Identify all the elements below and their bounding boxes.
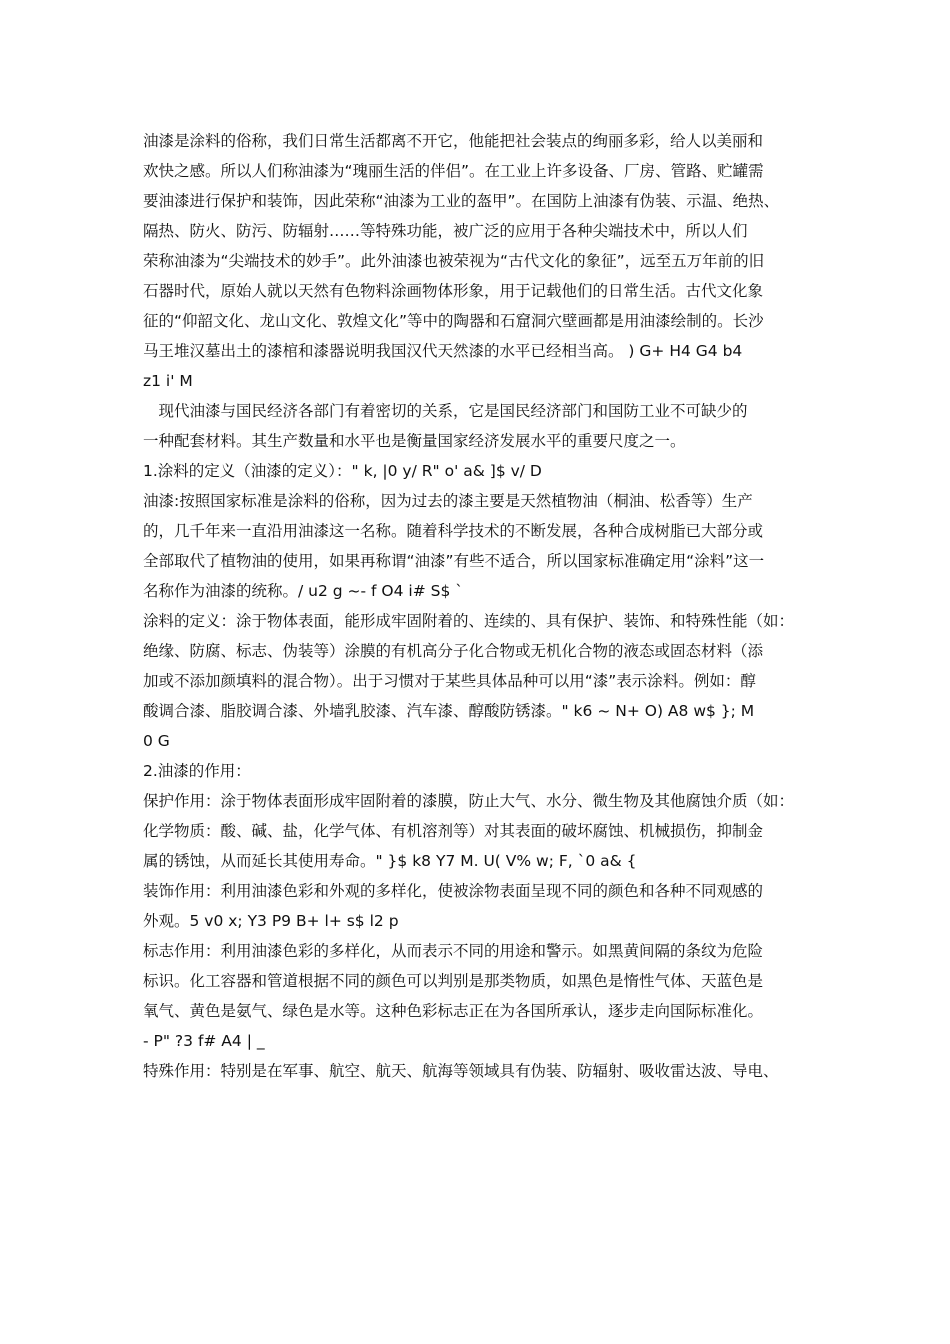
document-body xyxy=(143,126,807,1086)
text-line: 隔热、防火、防污、防辐射……等特殊功能，被广泛的应用于各种尖端技术中，所以人们 xyxy=(143,222,748,240)
section-heading: 2.油漆的作用： xyxy=(143,762,251,780)
text-line: 标志作用：利用油漆色彩的多样化，从而表示不同的用途和警示。如黑黄间隔的条纹为危险 xyxy=(143,942,764,960)
text-line: 名称作为油漆的统称。/ u2 g ~- f O4 i# S$ ` xyxy=(143,582,464,600)
text-line: 现代油漆与国民经济各部门有着密切的关系，它是国民经济部门和国防工业不可缺少的 xyxy=(143,402,748,420)
text-line: 征的“仰韶文化、龙山文化、敦煌文化”等中的陶器和石窟洞穴壁画都是用油漆绘制的。长沙 xyxy=(143,312,764,330)
text-line: 全部取代了植物油的使用，如果再称谓“油漆”有些不适合，所以国家标准确定用“涂料”这一 xyxy=(143,552,765,570)
text-line: 油漆是涂料的俗称，我们日常生活都离不开它，他能把社会装点的绚丽多彩，给人以美丽和 xyxy=(143,132,764,150)
section-heading: 1.涂料的定义（油漆的定义）：" k, |0 y/ R" o' a& ]$ v/ D xyxy=(143,462,542,480)
text-line: 特殊作用：特别是在军事、航空、航天、航海等领域具有伪装、防辐射、吸收雷达波、导电、 xyxy=(143,1062,779,1080)
text-line: 加或不添加颜填料的混合物）。出于习惯对于某些具体品种可以用“漆”表示涂料。例如：醇 xyxy=(143,672,756,690)
text-line: 涂料的定义：涂于物体表面，能形成牢固附着的、连续的、具有保护、装饰、和特殊性能（如： xyxy=(143,612,795,630)
text-line: 欢快之感。所以人们称油漆为“瑰丽生活的伴侣”。在工业上许多设备、厂房、管路、贮罐需 xyxy=(143,162,764,180)
text-line: 装饰作用：利用油漆色彩和外观的多样化，使被涂物表面呈现不同的颜色和各种不同观感的 xyxy=(143,882,764,900)
text-line: 石器时代，原始人就以天然有色物料涂画物体形象，用于记载他们的日常生活。古代文化象 xyxy=(143,282,764,300)
text-line: 油漆:按照国家标准是涂料的俗称，因为过去的漆主要是天然植物油（桐油、松香等）生产 xyxy=(143,492,753,510)
text-line: 氧气、黄色是氨气、绿色是水等。这种色彩标志正在为各国所承认，逐步走向国际标准化。 xyxy=(143,1002,764,1020)
text-line: 化学物质：酸、碱、盐，化学气体、有机溶剂等）对其表面的破坏腐蚀、机械损伤，抑制金 xyxy=(143,822,764,840)
text-line: 要油漆进行保护和装饰，因此荣称“油漆为工业的盔甲”。在国防上油漆有伪装、示温、绝热、 xyxy=(143,192,780,210)
text-line: 马王堆汉墓出土的漆棺和漆器说明我国汉代天然漆的水平已经相当高。 ) G+ H4 G4 b4 xyxy=(143,342,743,360)
text-line: 0 G xyxy=(143,732,170,750)
text-line: 保护作用：涂于物体表面形成牢固附着的漆膜，防止大气、水分、微生物及其他腐蚀介质（如： xyxy=(143,792,795,810)
text-line: z1 i' M xyxy=(143,372,193,390)
text-line: 绝缘、防腐、标志、伪装等）涂膜的有机高分子化合物或无机化合物的液态或固态材料（添 xyxy=(143,642,764,660)
text-line: 标识。化工容器和管道根据不同的颜色可以判别是那类物质，如黑色是惰性气体、天蓝色是 xyxy=(143,972,764,990)
text-line: 荣称油漆为“尖端技术的妙手”。此外油漆也被荣视为“古代文化的象征”，远至五万年前的旧 xyxy=(143,252,765,270)
text-line: 的，几千年来一直沿用油漆这一名称。随着科学技术的不断发展，各种合成树脂已大部分或 xyxy=(143,522,764,540)
text-line: 属的锈蚀，从而延长其使用寿命。" }$ k8 Y7 M. U( V% w; F, `0 a& { xyxy=(143,852,637,870)
text-line: - P" ?3 f# A4 | _ xyxy=(143,1032,265,1050)
text-line: 外观。5 v0 x; Y3 P9 B+ l+ s$ l2 p xyxy=(143,912,399,930)
text-line: 酸调合漆、脂胶调合漆、外墙乳胶漆、汽车漆、醇酸防锈漆。" k6 ~ N+ O) A8 w$ }; M xyxy=(143,702,755,720)
text-line: 一种配套材料。其生产数量和水平也是衡量国家经济发展水平的重要尺度之一。 xyxy=(143,432,686,450)
